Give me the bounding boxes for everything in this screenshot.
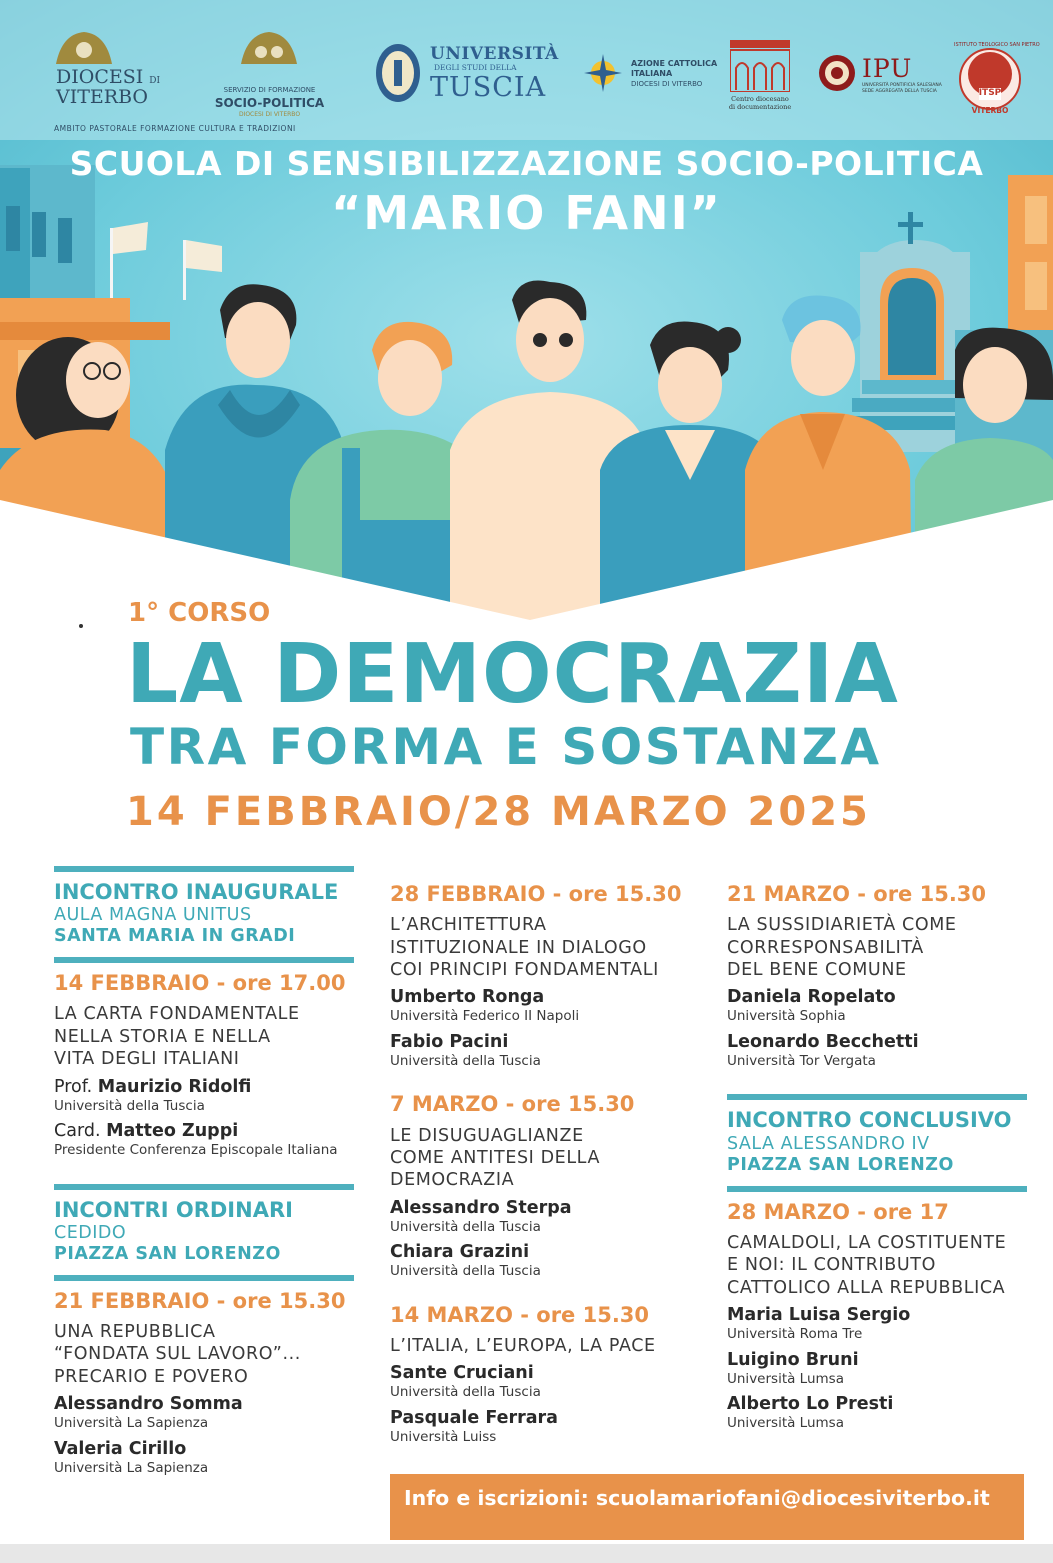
speaker-name <box>54 1394 359 1415</box>
session-14-marzo <box>390 1303 700 1447</box>
section-divider <box>54 866 354 872</box>
logo-servizio-formazione <box>212 30 327 118</box>
speaker-name <box>727 1032 1032 1053</box>
session-date: 14 FEBBRAIO - ore 17.00 <box>54 971 346 996</box>
speaker-affiliation: Università della Tuscia <box>390 1384 541 1401</box>
speaker-name <box>727 987 1032 1008</box>
ipu-seal-icon <box>818 54 856 92</box>
conclusivo-venue-line2: PIAZZA SAN LORENZO <box>727 1154 954 1175</box>
speaker-name <box>390 1198 700 1219</box>
speaker-fullname: Alberto Lo Presti <box>727 1394 894 1415</box>
topic-line: COI PRINCIPI FONDAMENTALI <box>390 959 659 980</box>
speaker-affiliation: Università Lumsa <box>727 1415 844 1432</box>
logo-azione-cattolica <box>584 54 718 94</box>
logo-universita-tuscia <box>374 42 559 104</box>
speaker-affiliation: Università della Tuscia <box>54 1097 205 1114</box>
topic-line: DEL BENE COMUNE <box>727 959 907 980</box>
schedule-column-1 <box>54 866 359 1477</box>
session-topic <box>390 914 700 981</box>
logo-itsp <box>954 42 1040 116</box>
session-28-febbraio <box>390 882 700 1070</box>
speaker-fullname: Matteo Zuppi <box>106 1121 239 1142</box>
diocesi-di: DI <box>149 76 161 86</box>
universita-line3: TUSCIA <box>430 72 547 103</box>
speaker-affiliation: Università della Tuscia <box>390 1218 541 1235</box>
servizio-line1: SERVIZIO DI FORMAZIONE <box>223 86 316 94</box>
session-7-marzo <box>390 1092 700 1280</box>
speaker-affiliation: Università Sophia <box>727 1008 846 1025</box>
speaker-fullname: Luigino Bruni <box>727 1349 859 1370</box>
course-label: 1° CORSO <box>128 598 271 628</box>
inaugural-venue-line2: SANTA MARIA IN GRADI <box>54 926 296 947</box>
speaker-name <box>54 1077 359 1098</box>
ipu-line2: SEDE AGGREGATA DELLA TUSCIA <box>862 89 937 94</box>
session-topic <box>390 1125 700 1192</box>
info-text[interactable]: Info e iscrizioni: scuolamariofani@diocesiviterbo.it <box>404 1486 990 1510</box>
session-date: 28 FEBBRAIO - ore 15.30 <box>390 882 682 906</box>
speaker-fullname: Daniela Ropelato <box>727 987 896 1008</box>
topic-line: L’ARCHITETTURA <box>390 915 547 936</box>
speaker-name <box>390 1363 700 1384</box>
logo-ipu <box>818 54 944 96</box>
session-topic <box>727 1232 1032 1299</box>
session-topic <box>390 1335 700 1357</box>
diocesi-line1: DIOCESI <box>56 66 144 88</box>
section-divider <box>54 1275 354 1281</box>
course-title: LA DEMOCRAZIA <box>126 627 899 722</box>
speaker-name <box>54 1439 359 1460</box>
speaker-affiliation: Università della Tuscia <box>390 1263 541 1280</box>
course-subtitle: TRA FORMA E SOSTANZA <box>130 718 882 776</box>
speaker-name <box>727 1394 1032 1415</box>
speaker-fullname: Chiara Grazini <box>390 1242 530 1263</box>
topic-line: CAMALDOLI, LA COSTITUENTE <box>727 1232 1007 1253</box>
diocesi-line2: VITERBO <box>56 86 148 108</box>
course-dates: 14 FEBBRAIO/28 MARZO 2025 <box>126 789 871 835</box>
azione-line2: ITALIANA <box>631 69 673 78</box>
speaker-name <box>390 1408 700 1429</box>
session-topic <box>54 1321 359 1388</box>
speaker-fullname: Leonardo Becchetti <box>727 1031 919 1052</box>
logo-centro-documentazione <box>728 40 792 114</box>
hero-illustration <box>0 0 1053 620</box>
session-14-febbraio <box>54 971 359 1159</box>
servizio-line3: DIOCESI DI VITERBO <box>238 111 301 118</box>
session-date: 14 MARZO - ore 15.30 <box>390 1302 650 1327</box>
school-title: SCUOLA DI SENSIBILIZZAZIONE SOCIO-POLITICA <box>69 144 984 183</box>
conclusivo-heading: INCONTRO CONCLUSIVO <box>727 1108 1012 1133</box>
session-date: 21 MARZO - ore 15.30 <box>727 882 987 906</box>
azione-cattolica-icon <box>584 54 622 92</box>
speaker-name <box>54 1121 359 1142</box>
topic-line: LA SUSSIDIARIETÀ COME <box>727 915 957 936</box>
bottom-strip <box>0 1544 1053 1563</box>
topic-line: LA CARTA FONDAMENTALE <box>54 1004 300 1025</box>
session-topic <box>727 914 1032 981</box>
inaugural-heading: INCONTRO INAUGURALE <box>54 880 339 904</box>
topic-line: CORRESPONSABILITÀ <box>727 937 924 958</box>
speaker-fullname: Alessandro Somma <box>54 1394 243 1415</box>
section-divider <box>54 1184 354 1190</box>
ipu-line1: UNIVERSITÀ PONTIFICIA SALESIANA <box>862 83 942 88</box>
diocesi-tagline: AMBITO PASTORALE FORMAZIONE CULTURA E TRADIZIONI <box>54 124 296 133</box>
speaker-fullname: Valeria Cirillo <box>54 1438 187 1459</box>
speaker-name <box>727 1305 1032 1326</box>
topic-line: E NOI: IL CONTRIBUTO <box>727 1255 936 1276</box>
itsp-bottom: VITERBO <box>971 106 1009 115</box>
session-28-marzo <box>727 1200 1032 1433</box>
centro-line2: di documentazione <box>728 102 792 111</box>
servizio-emblem-icon <box>239 30 299 66</box>
itsp-mark: ITSP <box>978 88 1002 98</box>
speaker-fullname: Alessandro Sterpa <box>390 1197 572 1218</box>
speaker-fullname: Sante Cruciani <box>390 1363 534 1384</box>
ordinari-venue-line1: CEDIDO <box>54 1222 127 1243</box>
speaker-name <box>390 1242 700 1263</box>
session-date: 21 FEBBRAIO - ore 15.30 <box>54 1288 346 1313</box>
topic-line: “FONDATA SUL LAVORO”... <box>54 1344 301 1365</box>
azione-line1: AZIONE CATTOLICA <box>631 59 718 68</box>
topic-line: L’ITALIA, L’EUROPA, LA PACE <box>390 1336 656 1357</box>
university-seal-icon <box>374 42 422 104</box>
speaker-affiliation: Università Federico II Napoli <box>390 1008 580 1025</box>
speaker-name <box>390 987 700 1008</box>
school-name: “MARIO FANI” <box>331 186 722 240</box>
session-date: 7 MARZO - ore 15.30 <box>390 1092 635 1117</box>
topic-line: UNA REPUBBLICA <box>54 1322 216 1343</box>
universita-line2: DEGLI STUDI DELLA <box>434 63 517 72</box>
speaker-affiliation: Università Roma Tre <box>727 1326 863 1342</box>
speaker-affiliation: Università La Sapienza <box>54 1459 209 1476</box>
speaker-name <box>727 1350 1032 1371</box>
session-21-marzo <box>727 882 1032 1070</box>
section-divider <box>54 957 354 963</box>
centro-line1: Centro diocesano <box>731 95 789 103</box>
session-topic <box>54 1003 359 1070</box>
speaker-fullname: Maria Luisa Sergio <box>727 1305 911 1325</box>
diocesi-emblem-icon <box>54 30 114 66</box>
topic-line: NELLA STORIA E NELLA <box>54 1026 271 1047</box>
universita-line1: UNIVERSITÀ <box>430 44 559 64</box>
speaker-fullname: Fabio Pacini <box>390 1031 509 1052</box>
topic-line: VITA DEGLI ITALIANI <box>54 1049 240 1070</box>
topic-line: ISTITUZIONALE IN DIALOGO <box>390 937 647 958</box>
schedule-column-2 <box>390 882 700 1447</box>
itsp-seal-icon <box>959 48 1021 110</box>
session-date: 28 MARZO - ore 17 <box>727 1199 949 1224</box>
ipu-name: IPU <box>862 54 913 83</box>
info-registration-bar <box>390 1474 1024 1540</box>
schedule-column-3 <box>727 882 1032 1433</box>
centro-building-icon <box>730 40 790 92</box>
speaker-affiliation: Presidente Conferenza Episcopale Italiana <box>54 1142 338 1159</box>
topic-line: CATTOLICO ALLA REPUBBLICA <box>727 1277 1006 1298</box>
inaugural-venue-line1: AULA MAGNA UNITUS <box>54 905 252 926</box>
speaker-fullname: Pasquale Ferrara <box>390 1408 558 1429</box>
speaker-title: Prof. <box>54 1076 98 1097</box>
speaker-title: Card. <box>54 1121 107 1142</box>
topic-line: PRECARIO E POVERO <box>54 1366 249 1387</box>
itsp-top: ISTITUTO TEOLOGICO SAN PIETRO <box>954 42 1040 48</box>
speaker-affiliation: Università della Tuscia <box>390 1052 541 1069</box>
speaker-affiliation: Università La Sapienza <box>54 1415 209 1432</box>
speaker-fullname: Umberto Ronga <box>390 987 545 1008</box>
section-divider <box>727 1186 1027 1192</box>
speaker-affiliation: Università Tor Vergata <box>727 1052 876 1069</box>
session-21-febbraio <box>54 1289 359 1477</box>
azione-line3: DIOCESI DI VITERBO <box>631 80 703 88</box>
speaker-affiliation: Università Lumsa <box>727 1370 844 1387</box>
speaker-affiliation: Università Luiss <box>390 1429 497 1446</box>
topic-line: LE DISUGUAGLIANZE <box>390 1125 584 1146</box>
bullet-dot <box>79 624 83 628</box>
servizio-line2: SOCIO-POLITICA <box>214 96 325 110</box>
topic-line: COME ANTITESI DELLA <box>390 1148 601 1169</box>
speaker-fullname: Maurizio Ridolfi <box>97 1076 252 1097</box>
conclusivo-venue-line1: SALA ALESSANDRO IV <box>727 1133 930 1154</box>
speaker-name <box>390 1032 700 1053</box>
topic-line: DEMOCRAZIA <box>390 1170 515 1191</box>
ordinari-heading: INCONTRI ORDINARI <box>54 1197 293 1222</box>
ordinari-venue-line2: PIAZZA SAN LORENZO <box>54 1243 281 1264</box>
section-divider <box>727 1094 1027 1100</box>
